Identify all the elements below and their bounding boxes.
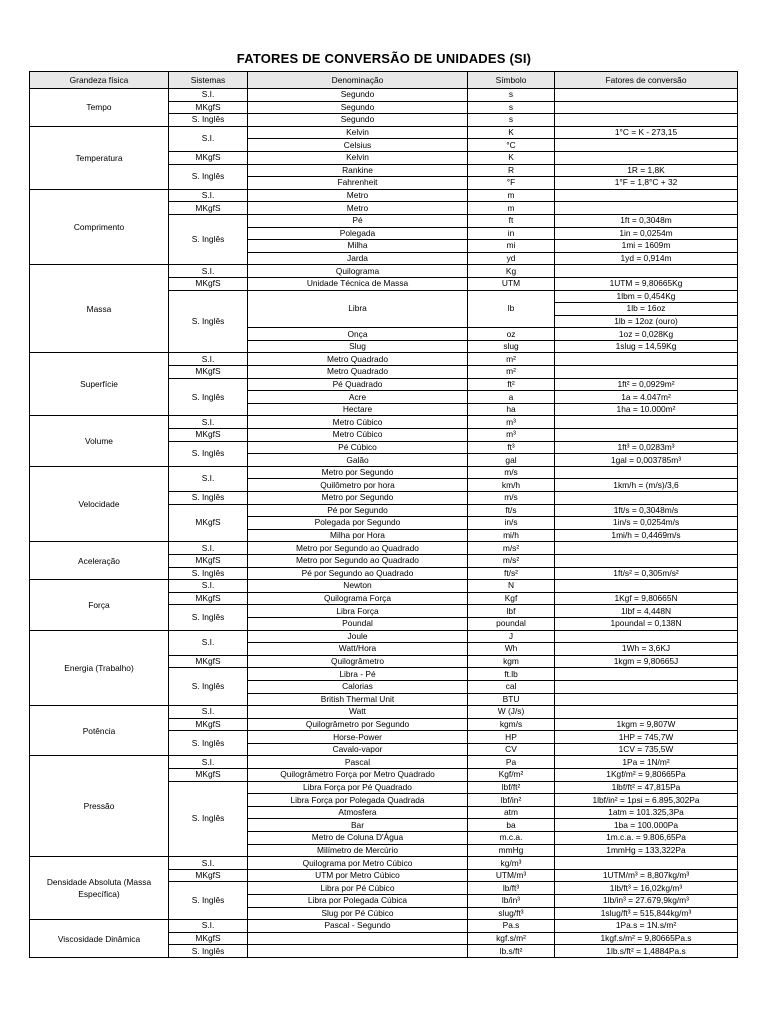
conversion-factor-cell: [555, 492, 738, 505]
symbol-cell: s: [468, 114, 555, 127]
system-cell: S.I.: [169, 920, 248, 933]
symbol-cell: W (J/s): [468, 706, 555, 719]
quantity-cell: Velocidade: [30, 466, 169, 542]
system-cell: S. Inglês: [169, 567, 248, 580]
quantity-cell: Força: [30, 580, 169, 630]
system-cell: S. Inglês: [169, 882, 248, 920]
denomination-cell: Metro por Segundo: [248, 492, 468, 505]
symbol-cell: kgm/s: [468, 718, 555, 731]
system-cell: MKgfS: [169, 151, 248, 164]
symbol-cell: a: [468, 391, 555, 404]
symbol-cell: ba: [468, 819, 555, 832]
symbol-cell: CV: [468, 743, 555, 756]
symbol-cell: mi: [468, 240, 555, 253]
system-cell: MKgfS: [169, 718, 248, 731]
system-cell: S. Inglês: [169, 492, 248, 505]
conversion-factor-cell: 1HP = 745,7W: [555, 731, 738, 744]
denomination-cell: Slug: [248, 340, 468, 353]
denomination-cell: Onça: [248, 328, 468, 341]
symbol-cell: K: [468, 151, 555, 164]
table-row: [30, 580, 738, 593]
table-row: [30, 416, 738, 429]
symbol-cell: m: [468, 189, 555, 202]
table-row: [30, 542, 738, 555]
table-row: [30, 756, 738, 769]
table-row: [30, 706, 738, 719]
denomination-cell: [248, 932, 468, 945]
conversion-factor-cell: 1UTM/m³ = 8,807kg/m³: [555, 869, 738, 882]
system-cell: S.I.: [169, 630, 248, 655]
conversion-factor-cell: 1ft = 0,3048m: [555, 214, 738, 227]
conversion-factor-cell: 1ha = 10.000m²: [555, 403, 738, 416]
denomination-cell: Metro: [248, 189, 468, 202]
symbol-cell: m/s²: [468, 554, 555, 567]
table-row: [30, 630, 738, 643]
system-cell: S.I.: [169, 756, 248, 769]
symbol-cell: kgm: [468, 655, 555, 668]
system-cell: S.I.: [169, 265, 248, 278]
system-cell: S. Inglês: [169, 668, 248, 706]
conversion-factor-cell: [555, 580, 738, 593]
conversion-factor-cell: [555, 353, 738, 366]
denomination-cell: Metro de Coluna D'Água: [248, 832, 468, 845]
symbol-cell: lbf/ft²: [468, 781, 555, 794]
system-cell: MKgfS: [169, 592, 248, 605]
denomination-cell: Pé Quadrado: [248, 378, 468, 391]
conversion-factor-cell: 1Kgf = 9,80665N: [555, 592, 738, 605]
quantity-cell: Potência: [30, 706, 169, 756]
denomination-cell: Quilogrâmetro por Segundo: [248, 718, 468, 731]
conversion-factor-cell: 1kgf.s/m² = 9,80665Pa.s: [555, 932, 738, 945]
conversion-factor-cell: 1Pa = 1N/m²: [555, 756, 738, 769]
denomination-cell: Watt/Hora: [248, 643, 468, 656]
denomination-cell: Metro por Segundo ao Quadrado: [248, 542, 468, 555]
system-cell: MKgfS: [169, 932, 248, 945]
conversion-factor-cell: [555, 466, 738, 479]
denomination-cell: Galão: [248, 454, 468, 467]
symbol-cell: m²: [468, 353, 555, 366]
quantity-cell: Tempo: [30, 89, 169, 127]
symbol-cell: kgf.s/m²: [468, 932, 555, 945]
denomination-cell: Polegada por Segundo: [248, 517, 468, 530]
denomination-cell: Metro Cúbico: [248, 429, 468, 442]
table-header-row: [30, 72, 738, 89]
denomination-cell: Pascal - Segundo: [248, 920, 468, 933]
symbol-cell: lb/ft³: [468, 882, 555, 895]
conversion-factor-cell: 1mi = 1609m: [555, 240, 738, 253]
denomination-cell: Libra Força por Polegada Quadrada: [248, 794, 468, 807]
table-row: [30, 265, 738, 278]
system-cell: S.I.: [169, 857, 248, 870]
denomination-cell: Libra Força: [248, 605, 468, 618]
symbol-cell: m³: [468, 416, 555, 429]
symbol-cell: lb.s/ft²: [468, 945, 555, 958]
table-row: [30, 466, 738, 479]
denomination-cell: Pé: [248, 214, 468, 227]
denomination-cell: Kelvin: [248, 126, 468, 139]
system-cell: MKgfS: [169, 366, 248, 379]
symbol-cell: in: [468, 227, 555, 240]
conversion-factor-cell: [555, 89, 738, 102]
system-cell: S.I.: [169, 416, 248, 429]
symbol-cell: s: [468, 101, 555, 114]
denomination-cell: Celsius: [248, 139, 468, 152]
conversion-factor-cell: 1lbf/in² = 1psi = 6.895,302Pa: [555, 794, 738, 807]
conversion-factor-cell: 1ft/s = 0,3048m/s: [555, 504, 738, 517]
symbol-cell: in/s: [468, 517, 555, 530]
system-cell: MKgfS: [169, 101, 248, 114]
denomination-cell: Hectare: [248, 403, 468, 416]
symbol-cell: UTM: [468, 277, 555, 290]
symbol-cell: R: [468, 164, 555, 177]
conversion-factor-cell: 1atm = 101.325,3Pa: [555, 806, 738, 819]
denomination-cell: Slug por Pé Cúbico: [248, 907, 468, 920]
symbol-cell: ft³: [468, 441, 555, 454]
symbol-cell: m/s: [468, 466, 555, 479]
conversion-factor-cell: 1CV = 735,5W: [555, 743, 738, 756]
system-cell: S.I.: [169, 706, 248, 719]
symbol-cell: ft.lb: [468, 668, 555, 681]
system-cell: S.I.: [169, 542, 248, 555]
symbol-cell: m.c.a.: [468, 832, 555, 845]
denomination-cell: Pé Cúbico: [248, 441, 468, 454]
conversion-factor-cell: 1m.c.a. = 9.806,65Pa: [555, 832, 738, 845]
conversion-factor-cell: [555, 202, 738, 215]
denomination-cell: Libra por Polegada Cúbica: [248, 895, 468, 908]
symbol-cell: m/s: [468, 492, 555, 505]
symbol-cell: J: [468, 630, 555, 643]
system-cell: S. Inglês: [169, 945, 248, 958]
symbol-cell: cal: [468, 680, 555, 693]
denomination-cell: Metro Quadrado: [248, 353, 468, 366]
system-cell: S.I.: [169, 189, 248, 202]
denomination-cell: Cavalo-vapor: [248, 743, 468, 756]
denomination-cell: Metro Quadrado: [248, 366, 468, 379]
conversion-factor-cell: [555, 189, 738, 202]
conversion-factor-cell: [555, 668, 738, 681]
denomination-cell: Atmosfera: [248, 806, 468, 819]
symbol-cell: mi/h: [468, 529, 555, 542]
denomination-cell: Pascal: [248, 756, 468, 769]
conversion-factor-cell: 1Wh = 3,6KJ: [555, 643, 738, 656]
symbol-cell: lb/in³: [468, 895, 555, 908]
conversion-factor-cell: 1lb/ft³ = 16,02kg/m³: [555, 882, 738, 895]
system-cell: S.I.: [169, 580, 248, 593]
symbol-cell: slug: [468, 340, 555, 353]
conversion-factor-cell: 1km/h = (m/s)/3,6: [555, 479, 738, 492]
denomination-cell: Fahrenheit: [248, 177, 468, 190]
quantity-cell: Densidade Absoluta (Massa Específica): [30, 857, 169, 920]
symbol-cell: ft: [468, 214, 555, 227]
system-cell: MKgfS: [169, 277, 248, 290]
conversion-factor-cell: [555, 857, 738, 870]
symbol-cell: kg/m³: [468, 857, 555, 870]
denomination-cell: [248, 945, 468, 958]
denomination-cell: Metro por Segundo: [248, 466, 468, 479]
conversion-factor-cell: 1ba = 100.000Pa: [555, 819, 738, 832]
conversion-factor-cell: [555, 101, 738, 114]
denomination-cell: Newton: [248, 580, 468, 593]
conversion-factor-cell: 1yd = 0,914m: [555, 252, 738, 265]
quantity-cell: Massa: [30, 265, 169, 353]
quantity-cell: Energia (Trabalho): [30, 630, 169, 706]
quantity-cell: Viscosidade Dinâmica: [30, 920, 169, 958]
conversion-factor-cell: 1UTM = 9,80665Kg: [555, 277, 738, 290]
conversion-factor-cell: [555, 151, 738, 164]
denomination-cell: Libra por Pé Cúbico: [248, 882, 468, 895]
symbol-cell: km/h: [468, 479, 555, 492]
system-cell: S. Inglês: [169, 114, 248, 127]
symbol-cell: oz: [468, 328, 555, 341]
symbol-cell: BTU: [468, 693, 555, 706]
system-cell: MKgfS: [169, 769, 248, 782]
denomination-cell: Libra: [248, 290, 468, 328]
denomination-cell: Quilômetro por hora: [248, 479, 468, 492]
symbol-cell: atm: [468, 806, 555, 819]
conversion-factor-cell: [555, 542, 738, 555]
symbol-cell: poundal: [468, 617, 555, 630]
conversion-factor-cell: 1lbm = 0,454Kg: [555, 290, 738, 303]
denomination-cell: Bar: [248, 819, 468, 832]
conversion-factor-cell: 1oz = 0,028Kg: [555, 328, 738, 341]
conversion-factor-cell: 1lb/in³ = 27.679,9kg/m³: [555, 895, 738, 908]
system-cell: S.I.: [169, 126, 248, 151]
denomination-cell: Poundal: [248, 617, 468, 630]
system-cell: S. Inglês: [169, 290, 248, 353]
conversion-factor-cell: [555, 680, 738, 693]
quantity-cell: Superfície: [30, 353, 169, 416]
quantity-cell: Aceleração: [30, 542, 169, 580]
system-cell: S. Inglês: [169, 164, 248, 189]
table-row: [30, 189, 738, 202]
table-row: [30, 353, 738, 366]
symbol-cell: ft/s²: [468, 567, 555, 580]
symbol-cell: m²: [468, 366, 555, 379]
symbol-cell: gal: [468, 454, 555, 467]
table-row: [30, 126, 738, 139]
table-row: [30, 920, 738, 933]
conversion-factor-cell: 1gal = 0,003785m³: [555, 454, 738, 467]
denomination-cell: Unidade Técnica de Massa: [248, 277, 468, 290]
conversion-factor-cell: 1mmHg = 133,322Pa: [555, 844, 738, 857]
conversion-factor-cell: 1in = 0,0254m: [555, 227, 738, 240]
symbol-cell: HP: [468, 731, 555, 744]
symbol-cell: mmHg: [468, 844, 555, 857]
conversion-factor-cell: 1a = 4.047m²: [555, 391, 738, 404]
symbol-cell: m³: [468, 429, 555, 442]
conversion-factor-cell: 1in/s = 0,0254m/s: [555, 517, 738, 530]
denomination-cell: Milímetro de Mercúrio: [248, 844, 468, 857]
symbol-cell: Kgf/m²: [468, 769, 555, 782]
denomination-cell: Pé por Segundo: [248, 504, 468, 517]
symbol-cell: °C: [468, 139, 555, 152]
system-cell: S.I.: [169, 89, 248, 102]
denomination-cell: Calorias: [248, 680, 468, 693]
denomination-cell: Libra - Pé: [248, 668, 468, 681]
conversion-factor-cell: [555, 416, 738, 429]
denomination-cell: Milha por Hora: [248, 529, 468, 542]
table-body: [30, 89, 738, 958]
conversion-factor-cell: [555, 706, 738, 719]
symbol-cell: Kg: [468, 265, 555, 278]
denomination-cell: Libra Força por Pé Quadrado: [248, 781, 468, 794]
conversion-factor-cell: 1R = 1,8K: [555, 164, 738, 177]
conversion-factor-cell: [555, 265, 738, 278]
conversion-factor-cell: [555, 114, 738, 127]
symbol-cell: slug/ft³: [468, 907, 555, 920]
conversion-factor-cell: 1kgm = 9,80665J: [555, 655, 738, 668]
denomination-cell: Quilograma por Metro Cúbico: [248, 857, 468, 870]
system-cell: S. Inglês: [169, 781, 248, 857]
conversion-factor-cell: 1°C = K - 273,15: [555, 126, 738, 139]
conversion-factor-cell: 1lb = 12oz (ouro): [555, 315, 738, 328]
system-cell: S. Inglês: [169, 605, 248, 630]
system-cell: MKgfS: [169, 655, 248, 668]
header-simbolo: Símbolo: [468, 72, 555, 89]
symbol-cell: ft/s: [468, 504, 555, 517]
conversion-table: [29, 71, 738, 958]
denomination-cell: Metro Cúbico: [248, 416, 468, 429]
denomination-cell: Milha: [248, 240, 468, 253]
denomination-cell: Jarda: [248, 252, 468, 265]
conversion-factor-cell: [555, 429, 738, 442]
denomination-cell: Segundo: [248, 114, 468, 127]
conversion-factor-cell: 1kgm = 9,807W: [555, 718, 738, 731]
symbol-cell: Wh: [468, 643, 555, 656]
denomination-cell: Segundo: [248, 101, 468, 114]
denomination-cell: Quilograma: [248, 265, 468, 278]
symbol-cell: ha: [468, 403, 555, 416]
symbol-cell: m/s²: [468, 542, 555, 555]
conversion-factor-cell: 1ft² = 0,0929m²: [555, 378, 738, 391]
system-cell: MKgfS: [169, 202, 248, 215]
conversion-factor-cell: 1ft/s² = 0,305m/s²: [555, 567, 738, 580]
conversion-factor-cell: [555, 693, 738, 706]
header-fatores: Fatores de conversão: [555, 72, 738, 89]
denomination-cell: Watt: [248, 706, 468, 719]
symbol-cell: Kgf: [468, 592, 555, 605]
denomination-cell: Quilogrâmetro Força por Metro Quadrado: [248, 769, 468, 782]
system-cell: S. Inglês: [169, 214, 248, 264]
denomination-cell: Quilogrâmetro: [248, 655, 468, 668]
symbol-cell: Pa: [468, 756, 555, 769]
system-cell: S. Inglês: [169, 378, 248, 416]
symbol-cell: lb: [468, 290, 555, 328]
symbol-cell: ft²: [468, 378, 555, 391]
symbol-cell: m: [468, 202, 555, 215]
quantity-cell: Pressão: [30, 756, 169, 857]
system-cell: MKgfS: [169, 429, 248, 442]
conversion-factor-cell: 1slug = 14,59Kg: [555, 340, 738, 353]
quantity-cell: Volume: [30, 416, 169, 466]
denomination-cell: Polegada: [248, 227, 468, 240]
conversion-factor-cell: 1°F = 1,8°C + 32: [555, 177, 738, 190]
conversion-factor-cell: 1poundal = 0,138N: [555, 617, 738, 630]
denomination-cell: Horse-Power: [248, 731, 468, 744]
conversion-factor-cell: [555, 366, 738, 379]
denomination-cell: UTM por Metro Cúbico: [248, 869, 468, 882]
symbol-cell: s: [468, 89, 555, 102]
conversion-factor-cell: [555, 630, 738, 643]
denomination-cell: British Thermal Unit: [248, 693, 468, 706]
conversion-factor-cell: 1lb.s/ft² = 1,4884Pa.s: [555, 945, 738, 958]
system-cell: MKgfS: [169, 554, 248, 567]
conversion-factor-cell: 1mi/h = 0,4469m/s: [555, 529, 738, 542]
conversion-factor-cell: 1ft³ = 0,0283m³: [555, 441, 738, 454]
denomination-cell: Metro: [248, 202, 468, 215]
symbol-cell: UTM/m³: [468, 869, 555, 882]
conversion-factor-cell: 1lbf = 4,448N: [555, 605, 738, 618]
denomination-cell: Acre: [248, 391, 468, 404]
denomination-cell: Kelvin: [248, 151, 468, 164]
symbol-cell: yd: [468, 252, 555, 265]
quantity-cell: Comprimento: [30, 189, 169, 265]
table-row: [30, 89, 738, 102]
symbol-cell: lbf/in²: [468, 794, 555, 807]
denomination-cell: Joule: [248, 630, 468, 643]
system-cell: S.I.: [169, 466, 248, 491]
denomination-cell: Rankine: [248, 164, 468, 177]
system-cell: S. Inglês: [169, 731, 248, 756]
quantity-cell: Temperatura: [30, 126, 169, 189]
symbol-cell: K: [468, 126, 555, 139]
denomination-cell: Pé por Segundo ao Quadrado: [248, 567, 468, 580]
table-row: [30, 857, 738, 870]
conversion-factor-cell: 1slug/ft³ = 515,844kg/m³: [555, 907, 738, 920]
conversion-factor-cell: 1lbf/ft² = 47,815Pa: [555, 781, 738, 794]
header-denominacao: Denominação: [248, 72, 468, 89]
conversion-factor-cell: 1Kgf/m² = 9,80665Pa: [555, 769, 738, 782]
symbol-cell: N: [468, 580, 555, 593]
system-cell: S.I.: [169, 353, 248, 366]
conversion-factor-cell: [555, 139, 738, 152]
denomination-cell: Metro por Segundo ao Quadrado: [248, 554, 468, 567]
symbol-cell: Pa.s: [468, 920, 555, 933]
symbol-cell: °F: [468, 177, 555, 190]
header-grandeza: Grandeza física: [30, 72, 169, 89]
system-cell: MKgfS: [169, 869, 248, 882]
conversion-factor-cell: 1Pa.s = 1N.s/m²: [555, 920, 738, 933]
denomination-cell: Quilograma Força: [248, 592, 468, 605]
denomination-cell: Segundo: [248, 89, 468, 102]
conversion-factor-cell: [555, 554, 738, 567]
document-title: FATORES DE CONVERSÃO DE UNIDADES (SI): [236, 51, 532, 66]
conversion-factor-cell: 1lb = 16oz: [555, 303, 738, 316]
system-cell: S. Inglês: [169, 441, 248, 466]
symbol-cell: lbf: [468, 605, 555, 618]
header-sistemas: Sistemas: [169, 72, 248, 89]
system-cell: MKgfS: [169, 504, 248, 542]
